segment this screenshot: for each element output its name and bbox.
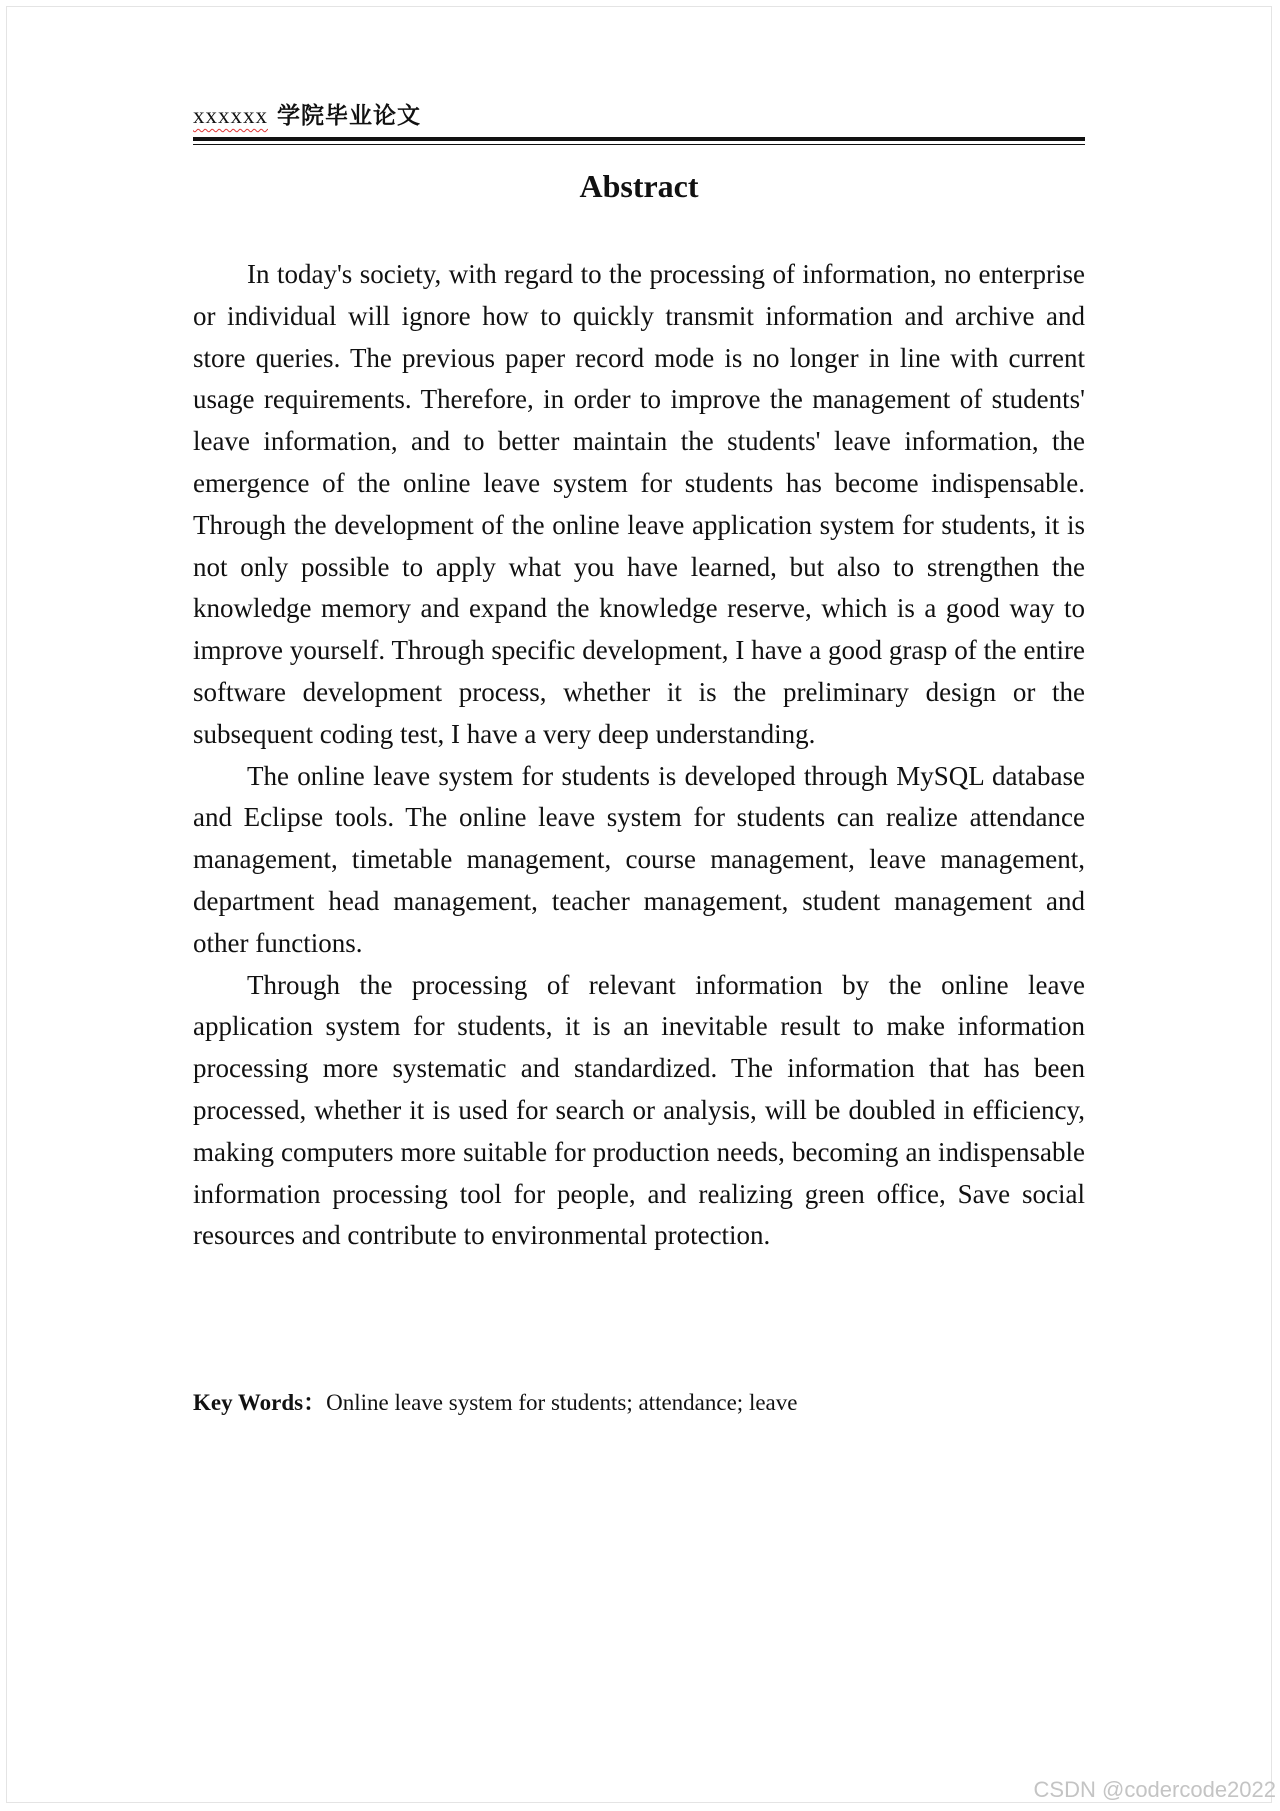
keywords (193, 1384, 1085, 1417)
header-school-code: xxxxxx (193, 103, 268, 128)
abstract-paragraph-2: The online leave system for students is developed through MySQL database and Eclipse tools. The online leave system for students can realize attendance management, timetable management, course management, leave management, department head management, teacher management, student management and other functions. (193, 760, 1085, 958)
header-rule-thick (193, 137, 1085, 141)
keywords-text: Online leave system for students; attendance; leave (326, 1390, 798, 1415)
header-thesis-title: 学院毕业论文 (277, 102, 422, 129)
keywords-label: Key Words： (193, 1390, 327, 1415)
section-title: Abstract (579, 168, 699, 204)
watermark: CSDN @codercode2022 (1033, 1777, 1276, 1802)
header-text (193, 97, 421, 130)
running-header (193, 92, 1085, 142)
abstract-body (193, 254, 1085, 1257)
header-rule-thin (193, 144, 1085, 145)
abstract-paragraph-1: In today's society, with regard to the processing of information, no enterprise or individual will ignore how to quickly transmit information and archive and store queries. The previous paper record mode is no longer in line with current usage requirements. Therefore, in order to improve the management of students' leave information, and to better maintain the students' leave information, the emergence of the online leave system for students has become indispensable. Through the development of the online leave application system for students, it is not only possible to apply what you have learned, but also to strengthen the knowledge memory and expand the knowledge reserve, which is a good way to improve yourself. Through specific development, I have a good grasp of the entire software development process, whether it is the preliminary design or the subsequent coding test, I have a very deep understanding. (193, 259, 1085, 749)
abstract-paragraph-3: Through the processing of relevant information by the online leave application system for students, it is an inevitable result to make information processing more systematic and standardized. The information that has been processed, whether it is used for search or analysis, will be doubled in efficiency, making computers more suitable for production needs, becoming an indispensable information processing tool for people, and realizing green office, Save social resources and contribute to environmental protection. (193, 969, 1085, 1251)
